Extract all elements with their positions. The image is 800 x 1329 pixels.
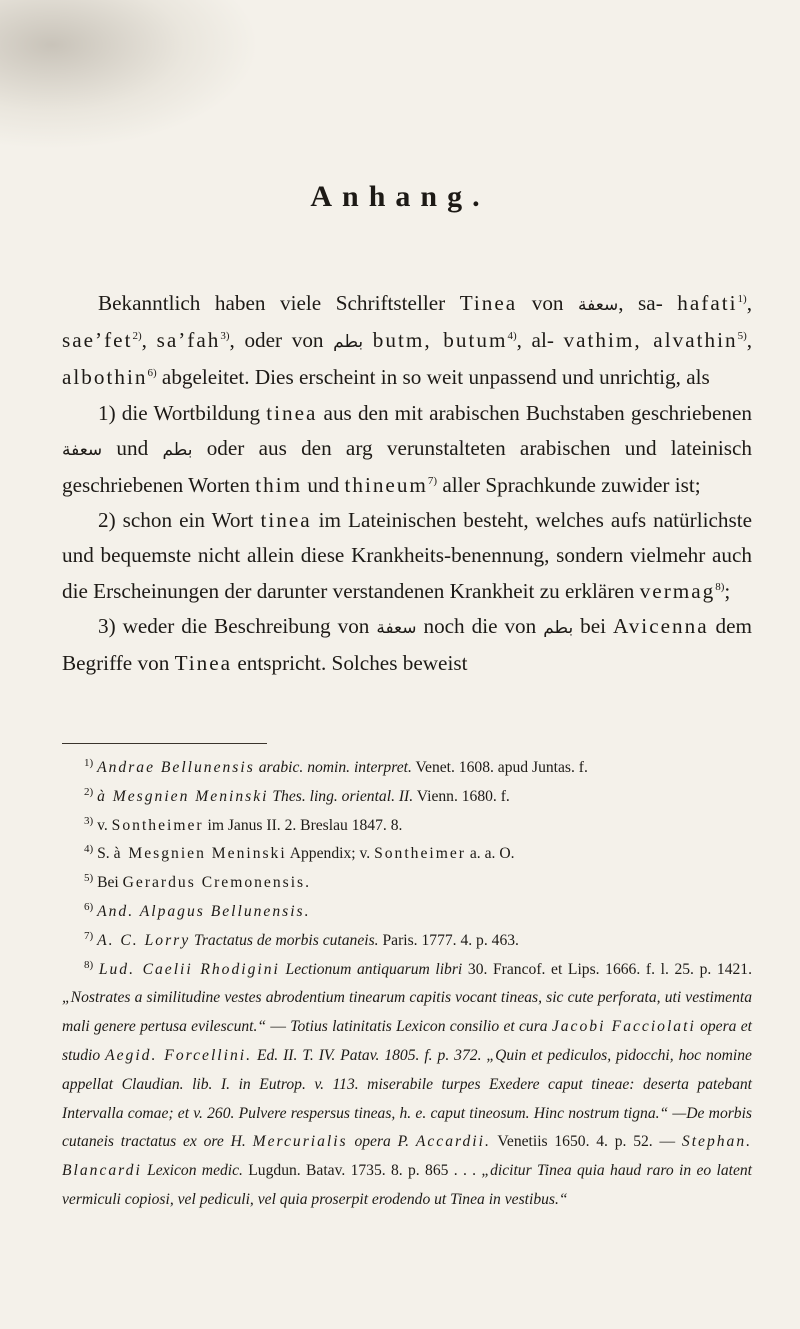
footnote-divider (62, 743, 267, 744)
footnote-ref: 7) (427, 474, 438, 487)
footnote-ref: 8) (715, 580, 725, 593)
footnote-7: $^{7)}$ A. C. Lorry Tractatus de morbis cutaneis. Paris. 1777. 4. p. 463. (84, 929, 519, 949)
footnote-ref: 2) (132, 330, 142, 343)
arabic-word-butm: بطم (543, 617, 574, 638)
arabic-word-saafa: سعفة (62, 439, 103, 460)
arabic-word-saafa: سعفة (376, 617, 417, 638)
footnote-2: $^{2)}$ à Mesgnien Meninski Thes. ling. oriental. II. Vienn. 1680. f. (84, 785, 510, 805)
footnotes (62, 754, 752, 1215)
page-stain (0, 0, 260, 150)
footnote-8: $^{8)}$ Lud. Caelii Rhodigini Lectionum antiquarum libri 30. Francof. et Lips. 1666. f. l. 25. p. 1421. „Nostrates a similitudine vestes abrodentium tinearum capitis vocant tineas, sic cute perforata, uti vestimenta mali genere pertusa evilescunt.“ — Totius latinitatis Lexicon consilio et cura Jacobi Facciolati opera et studio Aegid. Forcellini. Ed. II. T. IV. Patav. 1805. f. p. 372. „Quin et pediculos, pidocchi, hoc nomine appellat Claudian. lib. I. in Eutrop. v. 113. miserabile turpes Exedere caput tineae: deserta patebant Intervalla comae; et v. 260. Pulvere respersus tineas, h. e. caput tineosum. Hinc nostrum tigna.“ —De morbis cutaneis tractatus ex ore H. Mercurialis opera P. Accardii. Venetiis 1650. 4. p. 52. — Stephan. Blancardi Lexicon medic. Lugdun. Batav. 1735. 8. p. 865 . . . „dicitur Tinea quia haud raro in eo latent vermiculi copiosi, vel pediculi, vel quia proserpit erodendo ut Tinea in vestibus.“ (62, 958, 753, 1208)
footnote-ref: 3) (220, 330, 230, 343)
footnote-ref: 4) (507, 330, 517, 343)
list-item-1: 1) die Wortbildung tinea aus den mit arabischen Buchstaben geschriebenen سعفة und بطم oder aus den arg verunstalteten arabischen und lateinisch geschriebenen Worten thim und thineum$^{7)}$ aller Sprachkunde zuwider ist; (62, 400, 753, 498)
term-tinea: Tinea (459, 291, 518, 315)
footnote-3: $^{3)}$ v. Sontheimer im Janus II. 2. Breslau 1847. 8. (84, 814, 403, 834)
footnote-5: $^{5)}$ Bei Gerardus Cremonensis. (84, 872, 312, 892)
footnote-1: $^{1)}$ Andrae Bellunensis arabic. nomin. interpret. Venet. 1608. apud Juntas. f. (84, 756, 588, 776)
intro-paragraph: Bekanntlich haben viele Schriftsteller Tinea von سعفة, sa- hafati$^{1)}$, sae’fet$^{2)}$, sa’fah$^{3)}$, oder von بطم butm, butum$^{4)}$, al- vathim, alvathin$^{5)}$, albothin$^{6)}$ abgeleitet. Dies erscheint in so weit unpassend und unrichtig, als (62, 291, 753, 390)
list-item-3: 3) weder die Beschreibung von سعفة noch die von بطم bei Avicenna dem Begriffe von Tinea entspricht. Solches beweist (62, 613, 753, 676)
footnote-ref: 5) (737, 330, 747, 343)
arabic-word-saafa: سعفة (578, 295, 619, 315)
page-heading: Anhang. (310, 180, 490, 213)
list-item-2: 2) schon ein Wort tinea im Lateinischen besteht, welches aufs natürlichste und bequemste nicht allein diese Krankheits-benennung, sondern vielmehr auch die Erscheinungen der darunter verstandenen Krankheit zu erklären vermag$^{8)}$; (62, 508, 753, 603)
footnote-ref: 6) (147, 367, 157, 380)
main-text (62, 286, 752, 681)
footnote-6: $^{6)}$ And. Alpagus Bellunensis. (84, 900, 311, 920)
arabic-word-butm: بطم (333, 332, 364, 353)
footnote-ref: 1) (737, 292, 747, 305)
footnote-4: $^{4)}$ S. à Mesgnien Meninski Appendix; v. Sontheimer a. a. O. (84, 843, 515, 863)
arabic-word-butm: بطم (162, 439, 193, 460)
